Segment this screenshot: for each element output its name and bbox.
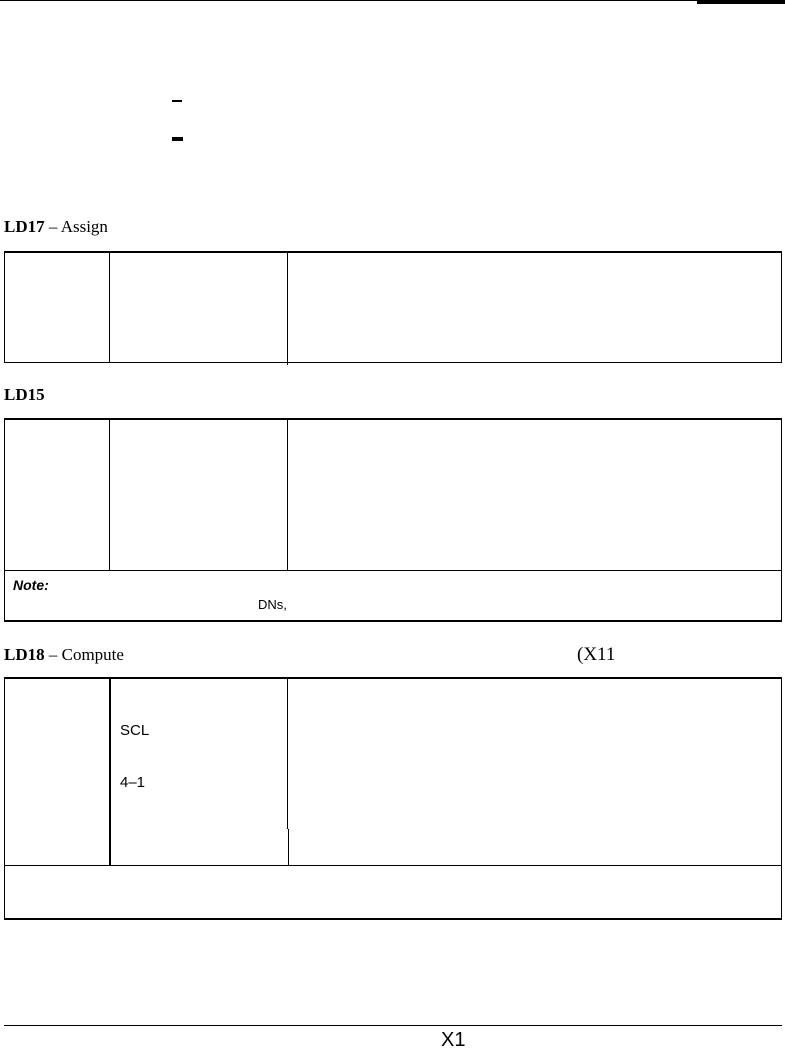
note-label: Note: xyxy=(13,577,49,593)
section-text: Assign xyxy=(60,217,108,236)
column-divider xyxy=(287,420,288,570)
table-cell: 4–1 xyxy=(120,774,146,791)
section-text: Compute xyxy=(61,645,124,664)
section-title xyxy=(4,217,108,237)
column-divider xyxy=(287,253,288,365)
row-divider xyxy=(5,865,781,866)
table-1 xyxy=(4,253,782,363)
page-label: X1 xyxy=(441,1029,466,1051)
table-cell: SCL xyxy=(120,722,150,739)
section-separator: – xyxy=(44,217,61,236)
column-divider xyxy=(109,253,110,362)
section-title xyxy=(4,385,45,405)
column-divider xyxy=(109,420,110,570)
section-right-text: (X11 xyxy=(577,644,616,665)
section-title xyxy=(4,645,124,665)
column-divider xyxy=(288,829,289,865)
note-divider xyxy=(5,570,781,571)
top-rule xyxy=(0,0,785,1)
footer-rule xyxy=(4,1025,782,1026)
note-text: DNs, xyxy=(258,597,287,612)
table-3 xyxy=(4,679,782,920)
section-code: LD15 xyxy=(4,385,45,404)
header-tab xyxy=(697,0,785,4)
column-divider xyxy=(287,679,288,829)
column-divider xyxy=(109,679,111,865)
section-code: LD17 xyxy=(4,217,45,236)
table-2 xyxy=(4,420,782,622)
section-separator: – xyxy=(44,645,62,664)
dash-mark xyxy=(172,100,182,102)
section-code: LD18 xyxy=(4,645,45,664)
dash-mark xyxy=(172,137,183,141)
